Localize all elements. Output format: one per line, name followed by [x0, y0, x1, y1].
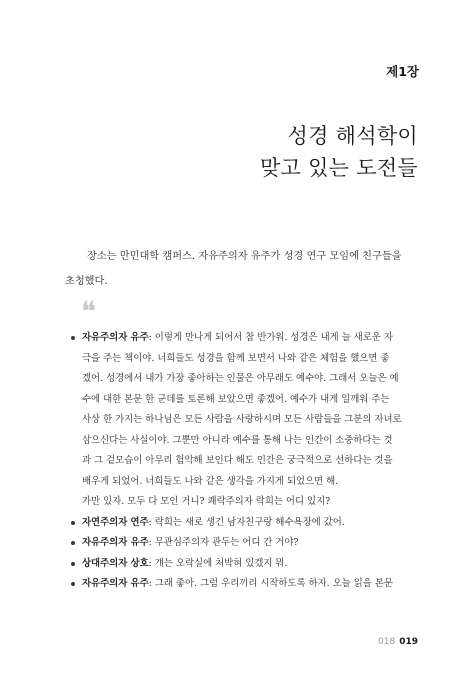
chapter-title-line-2: 맞고 있는 도전들: [259, 156, 418, 180]
dialogue-line: 배우게 되었어. 너희들도 나와 같은 생각을 가지게 되었으면 해.: [82, 475, 339, 487]
dialogue-entry: [71, 533, 416, 554]
dialogue-line: 과 그 겉모습이 아무리 험악해 보인다 해도 인간은 궁극적으로 선하다는 것을: [82, 455, 393, 466]
bullet-icon: [71, 541, 75, 545]
chapter-title: [260, 120, 418, 184]
dialogue-text: : 이렇게 만나게 되어서 참 반가워. 성경은 내게 늘 새로운 자: [148, 332, 393, 343]
bullet-icon: [71, 336, 75, 340]
bullet-icon: [71, 521, 75, 525]
page-number-right: 019: [399, 637, 418, 647]
dialogue-entry: [71, 513, 416, 534]
dialogue-line: [82, 554, 416, 575]
dialogue-line: [82, 533, 416, 554]
dialogue-text: : 무관심주의자 관두는 어디 간 거야?: [148, 537, 299, 548]
dialogue-text: : 락희는 새로 생긴 남자친구랑 해수욕장에 갔어.: [148, 516, 345, 528]
dialogue-line: 수에 대한 본문 한 군데를 토론해 보았으면 좋겠어. 예수가 내게 일깨워 주는: [82, 393, 390, 405]
intro-paragraph: [65, 244, 411, 294]
bullet-icon: [71, 562, 75, 566]
dialogue: [71, 328, 416, 595]
dialogue-line: [82, 328, 416, 349]
dialogue-line: 삼으신다는 사실이야. 그뿐만 아니라 예수를 통해 나는 인간이 소중하다는 것: [82, 434, 393, 446]
speaker-name: 자유주의자 유주: [82, 578, 149, 589]
dialogue-line: 겠어. 성경에서 내가 가장 좋아하는 인물은 아무래도 예수야. 그래서 오늘은 예: [82, 373, 399, 384]
dialogue-line: 사상 한 가지는 하나님은 모든 사람을 사랑하시며 모든 사람들을 그분의 자녀로: [82, 414, 402, 425]
intro-line-2: 초청했다.: [65, 276, 108, 287]
dialogue-entry: [71, 554, 416, 575]
dialogue-line: [82, 574, 416, 595]
quote-mark-icon: ❝: [81, 295, 97, 328]
dialogue-entry: [71, 574, 416, 595]
bullet-icon: [71, 582, 75, 586]
page-number-left: 018: [378, 637, 396, 647]
intro-line-1: 장소는 만민대학 캠퍼스. 자유주의자 유주가 성경 연구 모임에 친구들을: [87, 251, 402, 262]
chapter-title-line-1: 성경 해석학이: [287, 124, 418, 148]
dialogue-text: : 그래 좋아. 그럼 우리끼리 시작하도록 하자. 오늘 읽을 본문: [148, 578, 393, 589]
chapter-label: 제1장: [386, 64, 419, 79]
dialogue-entry: [71, 328, 416, 513]
speaker-name: 자유주의자 유주: [82, 332, 149, 343]
dialogue-line: 극을 주는 책이야. 너희들도 성경을 함께 보면서 나와 같은 체험을 했으면 좋: [82, 352, 390, 364]
dialogue-line: 가만 있자. 모두 다 모인 거니? 쾌락주의자 락희는 어디 있지?: [82, 496, 331, 507]
speaker-name: 자연주의자 연주: [82, 516, 149, 528]
speaker-name: 상대주의자 상호: [82, 557, 149, 569]
dialogue-text: : 걔는 오락실에 처박혀 있겠지 뭐.: [148, 557, 288, 569]
dialogue-line: [82, 513, 416, 534]
page-numbers: [378, 637, 418, 647]
speaker-name: 자유주의자 유주: [82, 537, 149, 548]
